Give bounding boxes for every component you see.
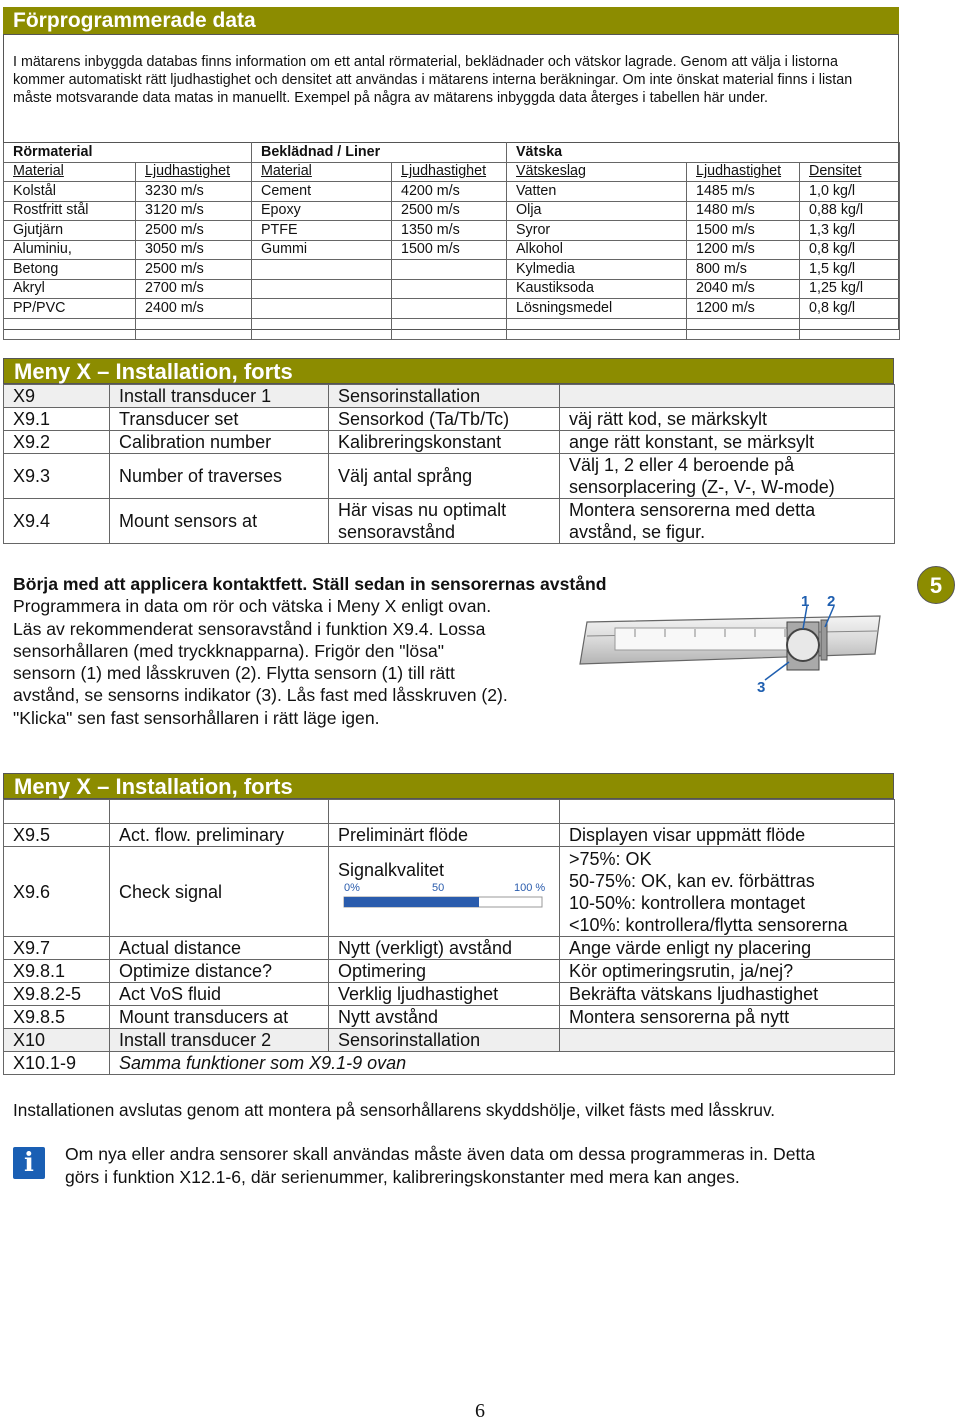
table-row: [4, 182, 900, 202]
menu-swedish: Nytt (verkligt) avstånd: [329, 937, 560, 960]
group-liner: Beklädnad / Liner: [252, 143, 507, 163]
menu-note: ange rätt konstant, se märksylt: [560, 431, 895, 454]
menu-code: X9.5: [4, 824, 110, 847]
section-title: Förprogrammerade data: [3, 7, 899, 35]
table-cell: Alkohol: [507, 240, 687, 260]
signal-quality-label: Signalkvalitet: [338, 860, 445, 880]
table-cell: 1,0 kg/l: [800, 182, 900, 202]
column-header: Ljudhastighet: [392, 162, 507, 182]
menu-swedish: Kalibreringskonstant: [329, 431, 560, 454]
menu-note: Kör optimeringsrutin, ja/nej?: [560, 960, 895, 983]
table-row: [4, 201, 900, 221]
menu-swedish: [329, 847, 560, 937]
intro-text: I mätarens inbyggda databas finns information om ett antal rörmaterial, beklädnader och vätskor lagrade. Genom att välja i listorna kommer automatiskt rätt ljudhastighet och densitet att användas i mätarens interna beräkningar. Om inte önskat material finns i listan måste motsvarande data matas in manuellt. Exempel på några av mätarens inbyggda data återges i tabellen här under.: [13, 54, 853, 106]
menu-code: X9.8.2-5: [4, 983, 110, 1006]
table-row: [4, 299, 900, 319]
table-cell: Syror: [507, 221, 687, 241]
instruction-line: sensorhållaren (med tryckknapparna). Frigör den "lösa": [13, 640, 445, 661]
figure-label-1: 1: [801, 593, 810, 610]
table-row-spacer: [4, 800, 895, 824]
menu-english: Mount transducers at: [110, 1006, 329, 1029]
table-cell: 1500 m/s: [392, 240, 507, 260]
table-row: [4, 279, 900, 299]
instruction-line: Programmera in data om rör och vätska i Meny X enligt ovan.: [13, 596, 492, 617]
menu-english: Mount sensors at: [110, 499, 329, 544]
note-line: <10%: kontrollera/flytta sensorerna: [569, 914, 848, 935]
menu-swedish: Nytt avstånd: [329, 1006, 560, 1029]
table-row: [4, 408, 895, 431]
menu-table-1: [3, 384, 895, 544]
menu-code: X9.8.5: [4, 1006, 110, 1029]
closing-text: Installationen avslutas genom att montera på sensorhållarens skyddshölje, vilket fästs med låsskruv.: [13, 1100, 776, 1120]
menu-swedish: Sensorinstallation: [329, 385, 560, 408]
table-row: [4, 454, 895, 499]
menu-code: X9.8.1: [4, 960, 110, 983]
table-cell: 2500 m/s: [136, 221, 252, 241]
table-row: [4, 385, 895, 408]
page-number: 6: [475, 1400, 485, 1422]
table-row: [4, 847, 895, 937]
menu-english: Install transducer 2: [110, 1029, 329, 1052]
table-cell: 800 m/s: [687, 260, 800, 280]
table-cell: 1500 m/s: [687, 221, 800, 241]
note-line: Välj 1, 2 eller 4 beroende på: [569, 455, 795, 475]
instruction-line: sensorn (1) med låsskruven (2). Flytta sensorn (1) till rätt: [13, 663, 455, 684]
table-cell: Cement: [252, 182, 392, 202]
table-cell: [252, 279, 392, 299]
menu-english: Calibration number: [110, 431, 329, 454]
table-cell: Kaustiksoda: [507, 279, 687, 299]
table-cell: [252, 299, 392, 319]
table-cell: Olja: [507, 201, 687, 221]
menu-title: Meny X – Installation, forts: [3, 773, 894, 799]
column-header: Ljudhastighet: [687, 162, 800, 182]
group-pipe-material: Rörmaterial: [4, 143, 252, 163]
table-row: [4, 1006, 895, 1029]
table-cell: 3120 m/s: [136, 201, 252, 221]
info-icon: i: [13, 1147, 45, 1179]
table-row: [4, 1052, 895, 1075]
menu-swedish: Sensorkod (Ta/Tb/Tc): [329, 408, 560, 431]
pointer-line: [765, 662, 789, 680]
table-row: [4, 431, 895, 454]
menu-code: X10.1-9: [4, 1052, 110, 1075]
menu-english: Transducer set: [110, 408, 329, 431]
table-cell: 1480 m/s: [687, 201, 800, 221]
menu-title: Meny X – Installation, forts: [3, 358, 894, 384]
table-cell: 0,88 kg/l: [800, 201, 900, 221]
menu-english: Actual distance: [110, 937, 329, 960]
table-cell: 2040 m/s: [687, 279, 800, 299]
note-line: Montera sensorerna med detta: [569, 500, 816, 520]
menu-code: X9.1: [4, 408, 110, 431]
table-cell: Rostfritt stål: [4, 201, 136, 221]
table-cell: 1350 m/s: [392, 221, 507, 241]
note-line: 50-75%: OK, kan ev. förbättras: [569, 870, 815, 891]
table-cell: [392, 279, 507, 299]
table-cell: 3230 m/s: [136, 182, 252, 202]
instruction-line: avstånd, se sensorns indikator (3). Lås fast med låsskruven (2).: [13, 685, 508, 706]
table-row-empty: [4, 318, 900, 339]
table-cell: Akryl: [4, 279, 136, 299]
group-fluid: Vätska: [507, 143, 900, 163]
table-cell: 2700 m/s: [136, 279, 252, 299]
note-line: >75%: OK: [569, 848, 652, 869]
table-cell: 2400 m/s: [136, 299, 252, 319]
menu-note: [560, 454, 895, 499]
table-cell: 0,8 kg/l: [800, 299, 900, 319]
sensor-holder-figure: [575, 592, 885, 697]
bar-tick-label: 50: [432, 882, 445, 894]
table-cell: [392, 260, 507, 280]
menu-note: Montera sensorerna på nytt: [560, 1006, 895, 1029]
figure-label-2: 2: [827, 593, 836, 610]
column-header: Vätskeslag: [507, 162, 687, 182]
menu-code: X9.7: [4, 937, 110, 960]
menu-swedish: Optimering: [329, 960, 560, 983]
menu-note: [560, 385, 895, 408]
table-row: [4, 1029, 895, 1052]
table-cell: Vatten: [507, 182, 687, 202]
menu-english: Check signal: [110, 847, 329, 937]
table-cell: [392, 299, 507, 319]
table-cell: Lösningsmedel: [507, 299, 687, 319]
menu-code: X9.2: [4, 431, 110, 454]
table-row: [4, 937, 895, 960]
table-cell: Gjutjärn: [4, 221, 136, 241]
instruction-line: "Klicka" sen fast sensorhållaren i rätt läge igen.: [13, 707, 380, 728]
table-row: [4, 824, 895, 847]
info-line: Om nya eller andra sensorer skall användas måste även data om dessa programmeras in. Detta: [65, 1144, 816, 1164]
menu-english: Act VoS fluid: [110, 983, 329, 1006]
menu-note: väj rätt kod, se märkskylt: [560, 408, 895, 431]
menu-english: Install transducer 1: [110, 385, 329, 408]
menu-table-2: [3, 799, 895, 1075]
table-cell: Gummi: [252, 240, 392, 260]
table-cell: 1485 m/s: [687, 182, 800, 202]
rail-scale: [615, 628, 795, 650]
table-cell: PP/PVC: [4, 299, 136, 319]
menu-note: [560, 847, 895, 937]
menu-english: Act. flow. preliminary: [110, 824, 329, 847]
table-cell: Betong: [4, 260, 136, 280]
table-cell: Kolstål: [4, 182, 136, 202]
column-header: Material: [252, 162, 392, 182]
menu-code: X9.6: [4, 847, 110, 937]
note-line: sensorplacering (Z-, V-, W-mode): [569, 477, 835, 497]
table-cell: Epoxy: [252, 201, 392, 221]
menu-code: X9: [4, 385, 110, 408]
menu-swedish: Sensorinstallation: [329, 1029, 560, 1052]
table-cell: PTFE: [252, 221, 392, 241]
table-cell: 2500 m/s: [392, 201, 507, 221]
menu-code: X9.3: [4, 454, 110, 499]
table-row: [4, 240, 900, 260]
menu-swedish: Preliminärt flöde: [329, 824, 560, 847]
table-cell: Aluminiu,: [4, 240, 136, 260]
menu-note: Displayen visar uppmätt flöde: [560, 824, 895, 847]
note-line: avstånd, se figur.: [569, 522, 706, 542]
table-row: [4, 983, 895, 1006]
menu-code: X9.4: [4, 499, 110, 544]
swedish-line: Här visas nu optimalt: [338, 500, 507, 520]
table-cell: 3050 m/s: [136, 240, 252, 260]
column-header: Densitet: [800, 162, 900, 182]
swedish-line: sensoravstånd: [338, 522, 456, 542]
menu-swedish: Välj antal språng: [329, 454, 560, 499]
table-cell: 1,3 kg/l: [800, 221, 900, 241]
table-cell: 1200 m/s: [687, 299, 800, 319]
table-cell: Kylmedia: [507, 260, 687, 280]
menu-english: Number of traverses: [110, 454, 329, 499]
table-row: [4, 960, 895, 983]
column-header: Ljudhastighet: [136, 162, 252, 182]
menu-swedish: Verklig ljudhastighet: [329, 983, 560, 1006]
table-cell: 0,8 kg/l: [800, 240, 900, 260]
table-cell: 1,5 kg/l: [800, 260, 900, 280]
instruction-text: [13, 573, 673, 729]
menu-note: Ange värde enligt ny placering: [560, 937, 895, 960]
table-cell: 1,25 kg/l: [800, 279, 900, 299]
instruction-line: Läs av rekommenderat sensoravstånd i funktion X9.4. Lossa: [13, 618, 486, 639]
step-badge: 5: [917, 566, 955, 604]
table-row: [4, 260, 900, 280]
table-cell: [252, 260, 392, 280]
builtin-data-table: [3, 142, 900, 340]
menu-note: [560, 499, 895, 544]
bar-tick-label: 100 %: [514, 882, 546, 894]
menu-code: X10: [4, 1029, 110, 1052]
lock-screw-icon: [787, 629, 819, 661]
menu-note: [560, 1029, 895, 1052]
bar-fill: [344, 897, 479, 907]
table-cell: 1200 m/s: [687, 240, 800, 260]
table-cell: 2500 m/s: [136, 260, 252, 280]
column-header: Material: [4, 162, 136, 182]
info-note: [65, 1143, 925, 1188]
menu-note: Bekräfta vätskans ljudhastighet: [560, 983, 895, 1006]
menu-english: Optimize distance?: [110, 960, 329, 983]
figure-label-3: 3: [757, 679, 766, 696]
info-line: görs i funktion X12.1-6, där serienummer, kalibreringskonstanter med mera kan anges.: [65, 1166, 740, 1187]
instruction-heading: Börja med att applicera kontaktfett. Ställ sedan in sensorernas avstånd: [13, 574, 607, 594]
menu-english: Samma funktioner som X9.1-9 ovan: [110, 1052, 895, 1075]
table-row: [4, 499, 895, 544]
menu-swedish: [329, 499, 560, 544]
note-line: 10-50%: kontrollera montaget: [569, 892, 806, 913]
bar-tick-label: 0%: [344, 882, 360, 894]
signal-quality-bar: [338, 881, 548, 915]
table-row: [4, 221, 900, 241]
table-cell: 4200 m/s: [392, 182, 507, 202]
